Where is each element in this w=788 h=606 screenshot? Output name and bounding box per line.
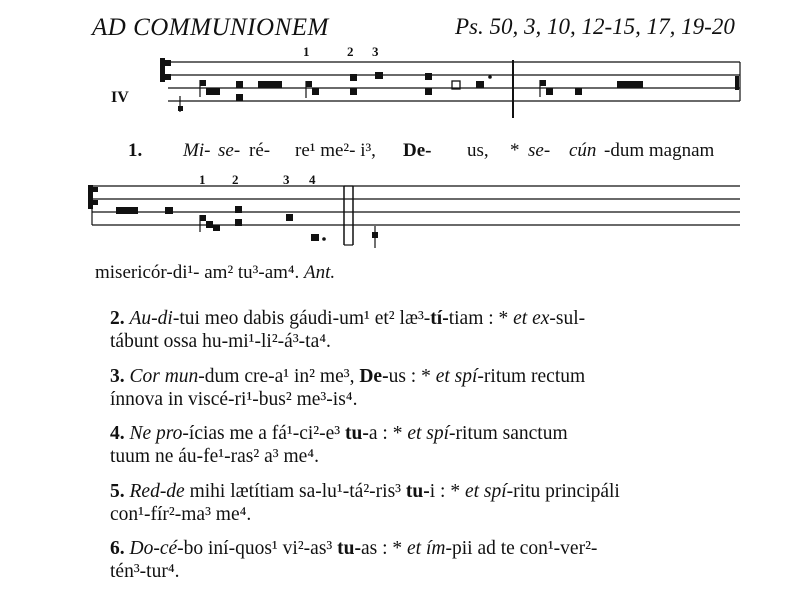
verse-text: i : * — [429, 481, 465, 502]
verse-text: tui meo dabis gáudi-um¹ et² læ³- — [179, 308, 431, 329]
verse-accent: tu- — [337, 538, 361, 559]
verse-text: sul- — [555, 308, 586, 329]
verse-continuation: tábunt ossa hu-mi¹-li²-á³-ta⁴. — [110, 331, 331, 352]
verse-termination: et spí- — [407, 423, 456, 444]
syllable: se- — [218, 140, 241, 161]
verse-text: ritum sanctum — [455, 423, 568, 444]
syllable: Mi- — [183, 140, 211, 161]
verse-number: 1. — [128, 140, 143, 161]
verse-continuation: tuum ne áu-fe¹-ras² a³ me⁴. — [110, 446, 319, 467]
verse-intonation: Ne pro- — [129, 423, 189, 444]
verse-text: a : * — [368, 423, 408, 444]
syllable: us, — [467, 140, 489, 161]
marker: 1 — [199, 172, 206, 187]
marker: 4 — [309, 172, 316, 187]
verse-text: tiam : * — [448, 308, 514, 329]
chant-title: AD COMMUNIONEM — [92, 14, 329, 41]
stress-markers-2 — [199, 172, 316, 187]
verse-intonation: Red-de — [129, 481, 185, 502]
verse-termination: et ex- — [513, 308, 556, 329]
verse-text: ritum rectum — [483, 366, 586, 387]
verse-text: mihi lætítiam sa-lu¹-tá²-ris³ — [184, 481, 406, 502]
marker: 3 — [372, 44, 379, 59]
lyric-line-2 — [95, 262, 335, 284]
verse-intonation: Cor mun- — [129, 366, 205, 387]
mode-label: IV — [111, 89, 129, 106]
verse-text: ícias me a fá¹-ci²-e³ — [188, 423, 346, 444]
verse-2 — [110, 307, 585, 353]
syllable: cún — [569, 140, 597, 161]
verse-continuation: con¹-fír²-ma³ me⁴. — [110, 504, 252, 525]
syllable: ré- — [249, 140, 271, 161]
verse-accent: tí- — [430, 308, 449, 329]
verse-text: pii ad te con¹-ver²- — [451, 538, 598, 559]
marker: 3 — [283, 172, 290, 187]
antiphon-label: Ant. — [304, 262, 336, 283]
verse-text: us : * — [388, 366, 436, 387]
marker: 2 — [347, 44, 354, 59]
verse-termination: et spí- — [435, 366, 484, 387]
verse-number: 5. — [110, 481, 125, 502]
verse-intonation: Au-di- — [129, 308, 180, 329]
verse-accent: tu- — [345, 423, 369, 444]
verse-termination: et ím- — [407, 538, 452, 559]
neumes-staff-2 — [88, 185, 378, 241]
marker: 2 — [232, 172, 239, 187]
asterisk: * — [510, 140, 520, 161]
marker: 1 — [303, 44, 310, 59]
syllable: De- — [403, 140, 432, 161]
verse-6 — [110, 537, 597, 583]
verse-5 — [110, 480, 620, 526]
staff-2 — [0, 0, 788, 270]
syllable: re¹ me²- i³, — [295, 140, 376, 161]
psalm-reference: Ps. 50, 3, 10, 12-15, 17, 19-20 — [455, 14, 735, 39]
verse-text: dum cre-a¹ in² me³, — [204, 366, 360, 387]
verse-3 — [110, 365, 585, 411]
verse-number: 2. — [110, 308, 125, 329]
verse-4 — [110, 422, 568, 468]
verse-text: as : * — [360, 538, 408, 559]
lyric-text: misericór-di¹- am² tu³-am⁴. — [95, 262, 300, 283]
verse-text: ritu principáli — [513, 481, 620, 502]
verse-termination: et spí- — [464, 481, 514, 502]
verse-number: 3. — [110, 366, 125, 387]
syllable: se- — [528, 140, 551, 161]
verse-intonation: Do-cé- — [129, 538, 184, 559]
verse-accent: De- — [359, 366, 389, 387]
verse-continuation: tén³-tur⁴. — [110, 561, 180, 582]
syllable: -dum magnam — [604, 140, 715, 161]
verse-continuation: ínnova in viscé-ri¹-bus² me³-is⁴. — [110, 389, 358, 410]
verse-accent: tu- — [405, 481, 430, 502]
verse-number: 6. — [110, 538, 125, 559]
verse-text: bo iní-quos¹ vi²-as³ — [183, 538, 338, 559]
verse-number: 4. — [110, 423, 125, 444]
